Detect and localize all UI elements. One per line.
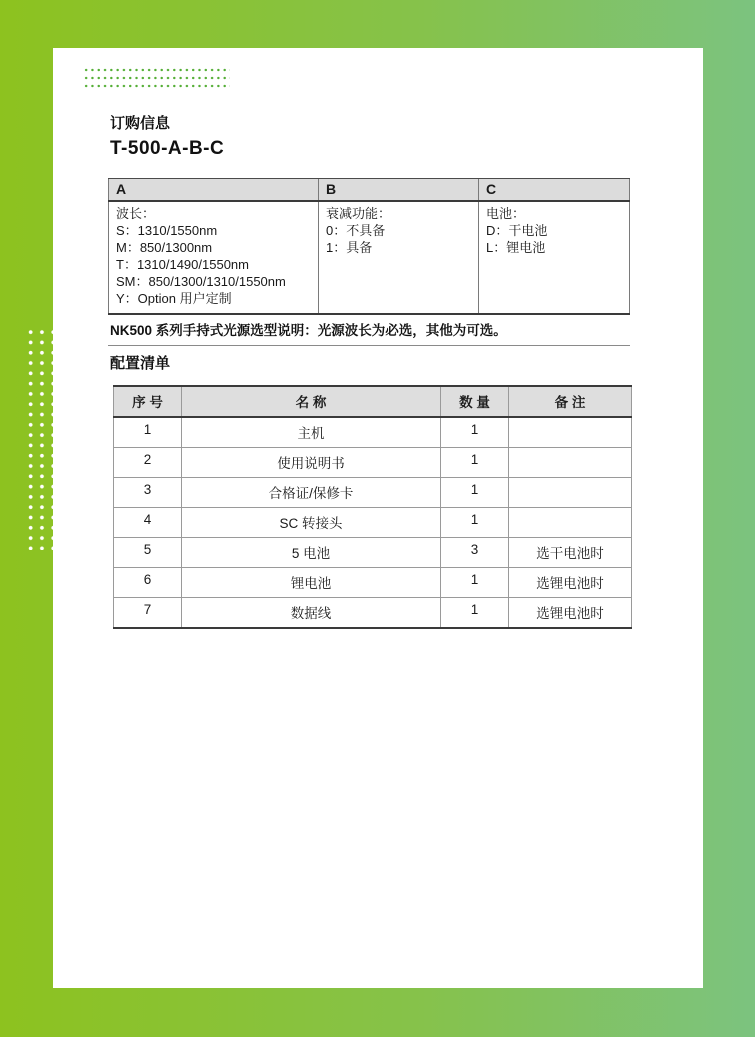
cell-qty: 1 — [440, 568, 508, 597]
cell-name: 锂电池 — [181, 568, 440, 597]
options-table-header-row — [108, 178, 630, 202]
config-table-header-row — [113, 385, 632, 418]
cell-no: 6 — [113, 568, 181, 597]
cell-remark — [508, 478, 632, 507]
cell-remark — [508, 508, 632, 537]
option-line: L：锂电池 — [486, 240, 546, 255]
option-line: 1：具备 — [326, 240, 373, 255]
cell-name: 数据线 — [181, 598, 440, 627]
cell-no: 3 — [113, 478, 181, 507]
config-header-qty: 数 量 — [440, 387, 508, 416]
option-line: SM：850/1300/1310/1550nm — [116, 274, 286, 289]
options-header-cell-a: A — [108, 179, 318, 200]
cell-no: 1 — [113, 418, 181, 447]
option-line: 0：不具备 — [326, 223, 386, 238]
table-row — [113, 508, 632, 538]
cell-qty: 1 — [440, 478, 508, 507]
options-header-cell-b: B — [318, 179, 478, 200]
option-line: 波长： — [116, 206, 156, 221]
option-line: Y：Option 用户定制 — [116, 291, 232, 306]
ordering-note: NK500 系列手持式光源选型说明：光源波长为必选，其他为可选。 — [108, 315, 630, 346]
table-row — [113, 538, 632, 568]
table-row — [113, 598, 632, 629]
cell-name: SC 转接头 — [181, 508, 440, 537]
cell-remark — [508, 418, 632, 447]
cell-qty: 1 — [440, 448, 508, 477]
options-header-cell-c: C — [478, 179, 630, 200]
cell-qty: 3 — [440, 538, 508, 567]
cell-name: 5 电池 — [181, 538, 440, 567]
cell-name: 使用说明书 — [181, 448, 440, 477]
cell-no: 4 — [113, 508, 181, 537]
options-table-body-row — [108, 202, 630, 315]
ordering-options-table — [108, 178, 630, 346]
model-code: T-500-A-B-C — [110, 138, 225, 159]
cell-no: 5 — [113, 538, 181, 567]
cell-qty: 1 — [440, 508, 508, 537]
table-row — [113, 448, 632, 478]
option-line: D：干电池 — [486, 223, 548, 238]
document-sheet — [53, 48, 703, 988]
config-header-no: 序 号 — [113, 387, 181, 416]
cell-name: 合格证/保修卡 — [181, 478, 440, 507]
cell-no: 7 — [113, 598, 181, 627]
cell-no: 2 — [113, 448, 181, 477]
option-line: M：850/1300nm — [116, 240, 213, 255]
config-header-remark: 备 注 — [508, 387, 632, 416]
section-title-ordering: 订购信息 — [110, 115, 171, 132]
cell-remark: 选锂电池时 — [508, 568, 632, 597]
table-row — [113, 418, 632, 448]
cell-remark: 选锂电池时 — [508, 598, 632, 627]
option-line: T：1310/1490/1550nm — [116, 257, 249, 272]
cell-remark — [508, 448, 632, 477]
options-column-c — [478, 202, 630, 313]
cell-qty: 1 — [440, 598, 508, 627]
config-header-name: 名 称 — [181, 387, 440, 416]
table-row — [113, 478, 632, 508]
option-line: S：1310/1550nm — [116, 223, 218, 238]
cell-remark: 选干电池时 — [508, 538, 632, 567]
option-line: 电池： — [486, 206, 526, 221]
top-dot-pattern — [82, 64, 230, 92]
cell-name: 主机 — [181, 418, 440, 447]
left-dot-pattern — [23, 325, 54, 550]
options-column-a — [108, 202, 318, 313]
cell-qty: 1 — [440, 418, 508, 447]
config-list-table — [113, 385, 632, 629]
table-row — [113, 568, 632, 598]
section-title-config: 配置清单 — [110, 355, 171, 372]
option-line: 衰减功能： — [326, 206, 392, 221]
options-column-b — [318, 202, 478, 313]
